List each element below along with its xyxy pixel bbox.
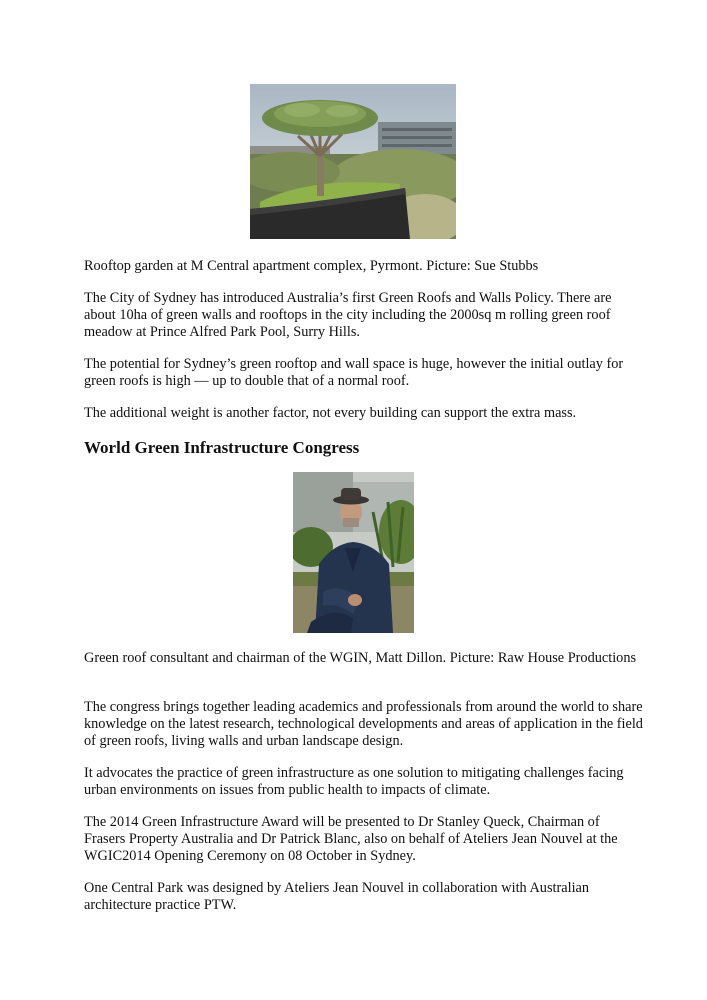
paragraph: The additional weight is another factor, not every building can support the extra mass. xyxy=(84,405,577,421)
paragraph: The potential for Sydney’s green rooftop and wall space is huge, however the initial outlay for green roofs is high — up to double that of a normal roof. xyxy=(84,356,624,389)
photo-caption: Green roof consultant and chairman of the WGIN, Matt Dillon. Picture: Raw House Productions xyxy=(84,650,637,666)
paragraph: One Central Park was designed by Ateliers Jean Nouvel in collaboration with Australian architecture practice PTW. xyxy=(84,880,590,913)
paragraph: The congress brings together leading academics and professionals from around the world to share knowledge on the latest research, technological developments and areas of application in the field of green roofs, living walls and urban landscape design. xyxy=(84,699,643,749)
rooftop-garden-photo xyxy=(250,84,456,239)
paragraph: It advocates the practice of green infrastructure as one solution to mitigating challenges facing urban environments on issues from public health to impacts of climate. xyxy=(84,765,624,798)
photo-caption: Rooftop garden at M Central apartment complex, Pyrmont. Picture: Sue Stubbs xyxy=(84,258,539,274)
section-heading: World Green Infrastructure Congress xyxy=(84,438,360,457)
portrait-photo xyxy=(293,472,414,633)
paragraph: The 2014 Green Infrastructure Award will be presented to Dr Stanley Queck, Chairman of Frasers Property Australia and Dr Patrick Blanc, also on behalf of Ateliers Jean Nouvel at the WGIC2014 Opening Ceremony on 08 October in Sydney. xyxy=(84,814,618,864)
paragraph: The City of Sydney has introduced Australia’s first Green Roofs and Walls Policy. There are about 10ha of green walls and rooftops in the city including the 2000sq m rolling green roof meadow at Prince Alfred Park Pool, Surry Hills. xyxy=(84,290,612,340)
